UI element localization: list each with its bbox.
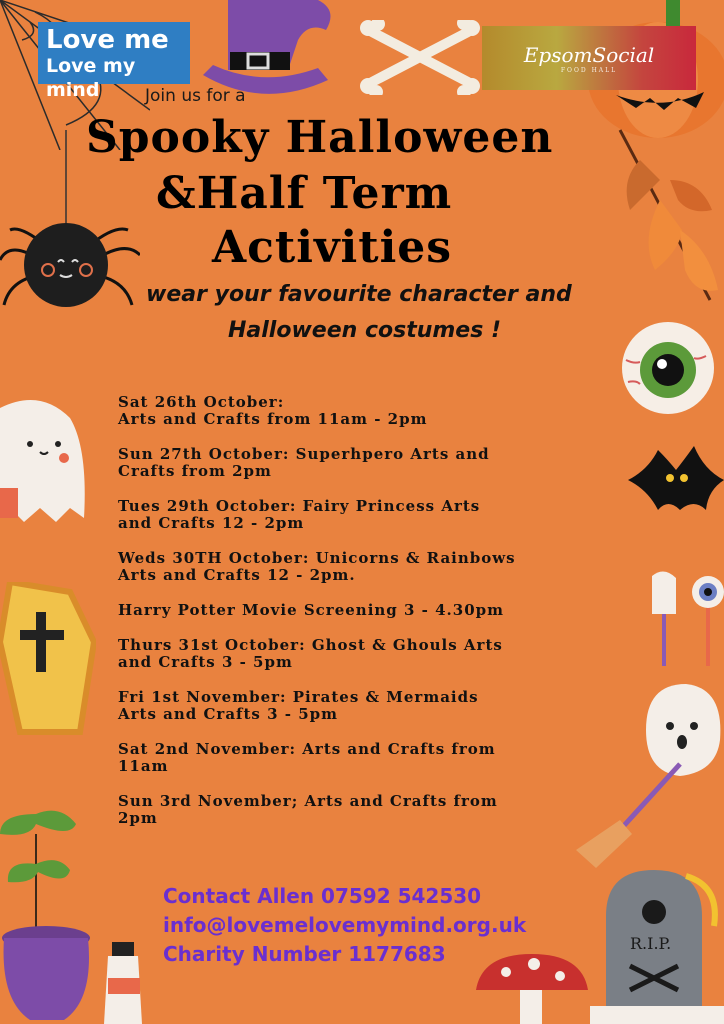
autumn-leaf-icon — [600, 120, 724, 310]
crossbones-icon — [360, 20, 480, 95]
title-line-3: Activities — [212, 222, 453, 273]
broom-icon — [576, 760, 684, 870]
mushroom-icon — [472, 950, 592, 1024]
title-line-1: Spooky Halloween — [86, 112, 554, 163]
event-item: Thurs 31st October: Ghost & Ghouls Arts and Crafts 3 - 5pm — [118, 636, 503, 671]
bat-icon — [628, 440, 724, 526]
love-me-logo — [38, 22, 190, 101]
coffin-icon — [0, 582, 96, 742]
title-line-2: &Half Term — [156, 168, 453, 219]
event-item: Sun 27th October: Superhpero Arts and Crafts from 2pm — [118, 445, 490, 480]
potion-bottle-icon — [96, 942, 150, 1024]
logo-brand: EpsomSocial — [523, 42, 655, 67]
charity-number: Charity Number 1177683 — [163, 942, 446, 966]
candy-lollipop-icon — [636, 570, 724, 670]
intro-text: Join us for a — [145, 86, 246, 106]
tombstone-text: R.I.P. — [630, 934, 672, 953]
logo-sub: FOOD HALL — [560, 66, 618, 74]
cauldron-icon — [0, 920, 100, 1024]
contact-phone: Contact Allen 07592 542530 — [163, 884, 482, 908]
event-item: Tues 29th October: Fairy Princess Arts and Crafts 12 - 2pm — [118, 497, 481, 532]
tagline-line-2: Halloween costumes ! — [228, 318, 502, 343]
ghost-icon — [0, 388, 90, 528]
event-item: Sat 26th October: Arts and Crafts from 11am - 2pm — [118, 393, 428, 428]
tagline-line-1: wear your favourite character and — [146, 282, 572, 307]
event-item: Fri 1st November: Pirates & Mermaids Arts and Crafts 3 - 5pm — [118, 688, 479, 723]
epsom-social-logo — [482, 26, 696, 90]
eyeball-icon — [620, 320, 716, 416]
event-item: Sat 2nd November: Arts and Crafts from 11am — [118, 740, 496, 775]
contact-email: info@lovemelovemymind.org.uk — [163, 913, 527, 937]
logo-line1: Love me — [46, 25, 169, 55]
event-item: Weds 30TH October: Unicorns & Rainbows Arts and Crafts 12 - 2pm. — [118, 549, 516, 584]
event-list — [118, 394, 588, 845]
event-item: Harry Potter Movie Screening 3 - 4.30pm — [118, 601, 505, 619]
event-item: Sun 3rd November; Arts and Crafts from 2pm — [118, 792, 498, 827]
logo-line2: Love my mind — [46, 55, 136, 101]
